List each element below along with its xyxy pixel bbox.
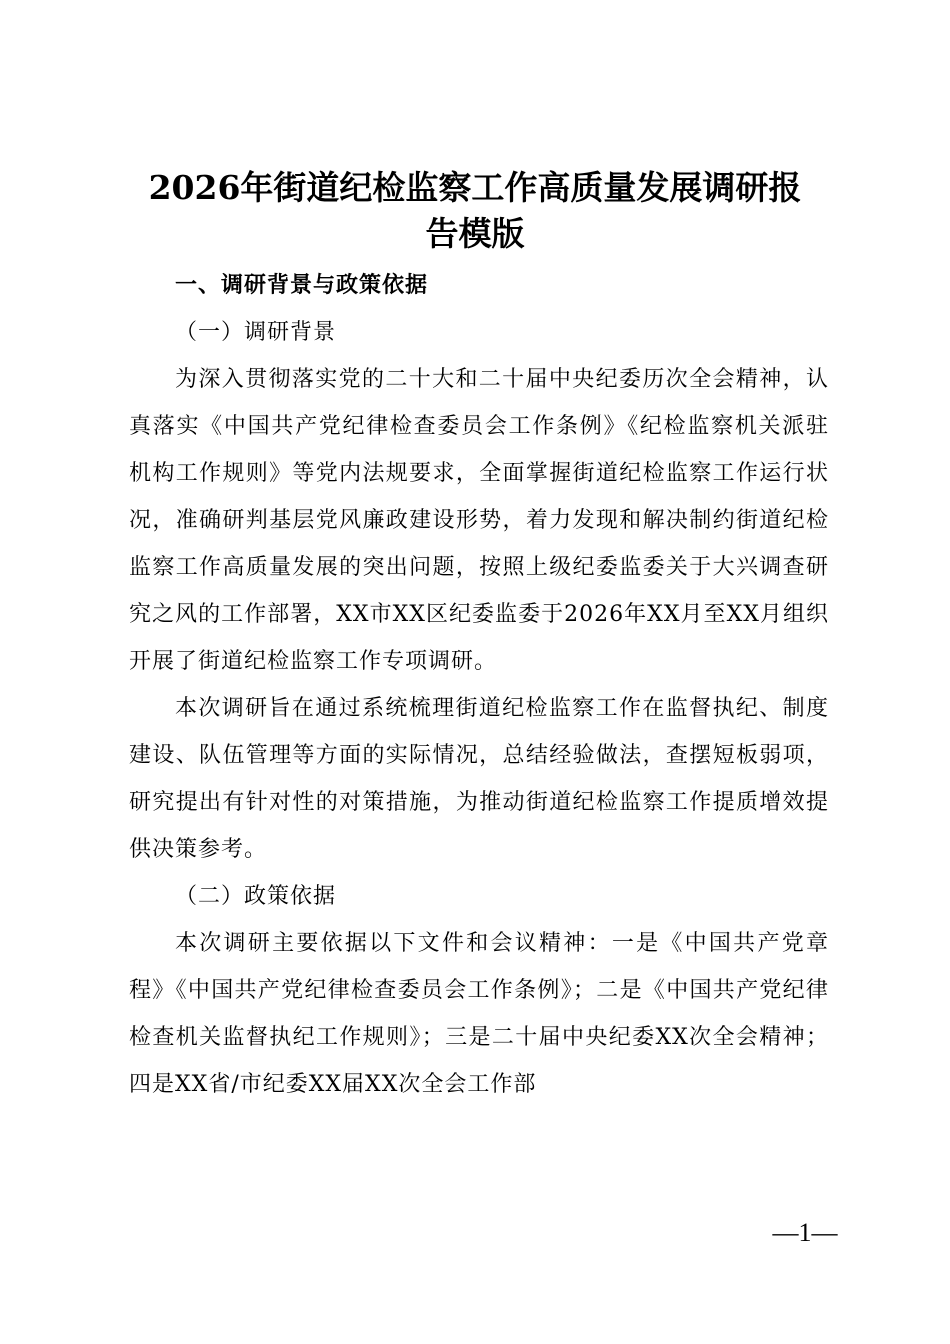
document-body <box>129 262 829 1108</box>
paragraph-policy: 本次调研主要依据以下文件和会议精神：一是《中国共产党章程》《中国共产党纪律检查委员会工作条例》；二是《中国共产党纪律检查机关监督执纪工作规则》；三是二十届中央纪委XX次全会精神；四是XX省/市纪委XX届XX次全会工作部 <box>129 931 829 1097</box>
section-heading: 一、调研背景与政策依据 <box>175 273 429 298</box>
document-title-line1: 2026年街道纪检监察工作高质量发展调研报 <box>148 168 802 207</box>
paragraph-purpose: 本次调研旨在通过系统梳理街道纪检监察工作在监督执纪、制度建设、队伍管理等方面的实际情况，总结经验做法，查摆短板弱项，研究提出有针对性的对策措施，为推动街道纪检监察工作提质增效提供决策参考。 <box>129 696 829 862</box>
page-number: —1— <box>772 1218 838 1247</box>
subsection-heading-background: （一）调研背景 <box>175 320 337 345</box>
document-title-line2: 告模版 <box>425 214 525 253</box>
document-title <box>120 165 830 257</box>
paragraph-background: 为深入贯彻落实党的二十大和二十届中央纪委历次全会精神，认真落实《中国共产党纪律检查委员会工作条例》《纪检监察机关派驻机构工作规则》等党内法规要求，全面掌握街道纪检监察工作运行状况，准确研判基层党风廉政建设形势，着力发现和解决制约街道纪检监察工作高质量发展的突出问题，按照上级纪委监委关于大兴调查研究之风的工作部署，XX市XX区纪委监委于2026年XX月至XX月组织开展了街道纪检监察工作专项调研。 <box>129 367 829 674</box>
subsection-heading-policy: （二）政策依据 <box>175 884 337 909</box>
